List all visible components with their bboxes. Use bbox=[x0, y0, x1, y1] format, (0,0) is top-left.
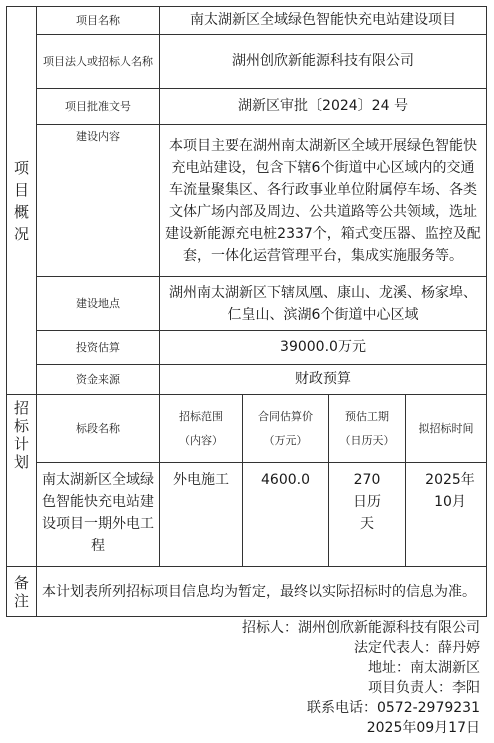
header-scope bbox=[160, 395, 243, 463]
lot-period: 270日历天 bbox=[329, 463, 406, 567]
section-remarks-text: 备注 bbox=[14, 573, 30, 610]
value-approval-no: 湖新区审批〔2024〕24 号 bbox=[160, 89, 487, 125]
row-location bbox=[7, 277, 487, 331]
header-price-title: 合同估算价 bbox=[258, 409, 313, 423]
section-remarks-label bbox=[7, 567, 37, 617]
row-investment bbox=[7, 331, 487, 365]
section-plan-text: 招标计划 bbox=[14, 399, 30, 471]
section-plan-label bbox=[7, 395, 37, 567]
value-project-name: 南太湖新区全域绿色智能快充电站建设项目 bbox=[160, 7, 487, 35]
header-scope-sub: （内容） bbox=[179, 433, 223, 447]
lot-scope: 外电施工 bbox=[160, 463, 243, 567]
header-period-title: 预估工期 bbox=[345, 409, 389, 423]
footer-tenderer: 招标人：湖州创欣新能源科技有限公司 bbox=[242, 620, 480, 636]
section-overview-text: 项目概况 bbox=[14, 158, 30, 243]
value-funding: 财政预算 bbox=[160, 365, 487, 395]
label-investment: 投资估算 bbox=[37, 331, 160, 365]
section-overview-label bbox=[7, 7, 37, 395]
footer-address: 地址：南太湖新区 bbox=[368, 660, 480, 676]
value-location: 湖州南太湖新区下辖凤凰、康山、龙溪、杨家埠、仁皇山、滨湖6个街道中心区域 bbox=[160, 277, 487, 331]
row-funding bbox=[7, 365, 487, 395]
header-scope-title: 招标范围 bbox=[179, 409, 223, 423]
value-tenderer: 湖州创欣新能源科技有限公司 bbox=[160, 35, 487, 89]
footer-phone: 联系电话：0572-2979231 bbox=[306, 700, 480, 716]
header-tender-time: 拟招标时间 bbox=[406, 395, 487, 463]
label-location: 建设地点 bbox=[37, 277, 160, 331]
label-approval-no: 项目批准文号 bbox=[37, 89, 160, 125]
label-funding: 资金来源 bbox=[37, 365, 160, 395]
lot-price: 4600.0 bbox=[243, 463, 329, 567]
lot-tender-time: 2025年10月 bbox=[406, 463, 487, 567]
row-plan-lot bbox=[7, 463, 487, 567]
signature-block bbox=[242, 618, 480, 738]
footer-manager: 项目负责人：李阳 bbox=[368, 680, 480, 696]
header-period-sub: （日历天） bbox=[339, 433, 395, 447]
label-project-name: 项目名称 bbox=[37, 7, 160, 35]
row-content bbox=[7, 125, 487, 277]
row-plan-header bbox=[7, 395, 487, 463]
project-plan-table bbox=[6, 6, 487, 617]
footer-legal-rep: 法定代表人：薛丹婷 bbox=[354, 640, 480, 656]
remarks-text: 本计划表所列招标项目信息均为暂定，最终以实际招标时的信息为准。 bbox=[37, 567, 487, 617]
header-lot-name: 标段名称 bbox=[37, 395, 160, 463]
label-content: 建设内容 bbox=[37, 125, 160, 277]
footer-date: 2025年09月17日 bbox=[366, 720, 480, 736]
header-price-sub: （万元） bbox=[263, 433, 308, 447]
value-investment: 39000.0万元 bbox=[160, 331, 487, 365]
header-price bbox=[243, 395, 329, 463]
header-period bbox=[329, 395, 406, 463]
lot-name: 南太湖新区全域绿色智能快充电站建设项目一期外电工程 bbox=[37, 463, 160, 567]
row-project-name bbox=[7, 7, 487, 35]
label-tenderer: 项目法人或招标人名称 bbox=[37, 35, 160, 89]
value-content: 本项目主要在湖州南太湖新区全域开展绿色智能快充电站建设，包含下辖6个街道中心区域内的交通车流量聚集区、各行政事业单位附属停车场、各类文体广场内部及周边、公共道路等公共领域，选址建设新能源充电桩2337个，箱式变压器、监控及配套，一体化运营管理平台，集成实施服务等。 bbox=[160, 125, 487, 277]
row-approval-no bbox=[7, 89, 487, 125]
row-remarks bbox=[7, 567, 487, 617]
row-tenderer bbox=[7, 35, 487, 89]
